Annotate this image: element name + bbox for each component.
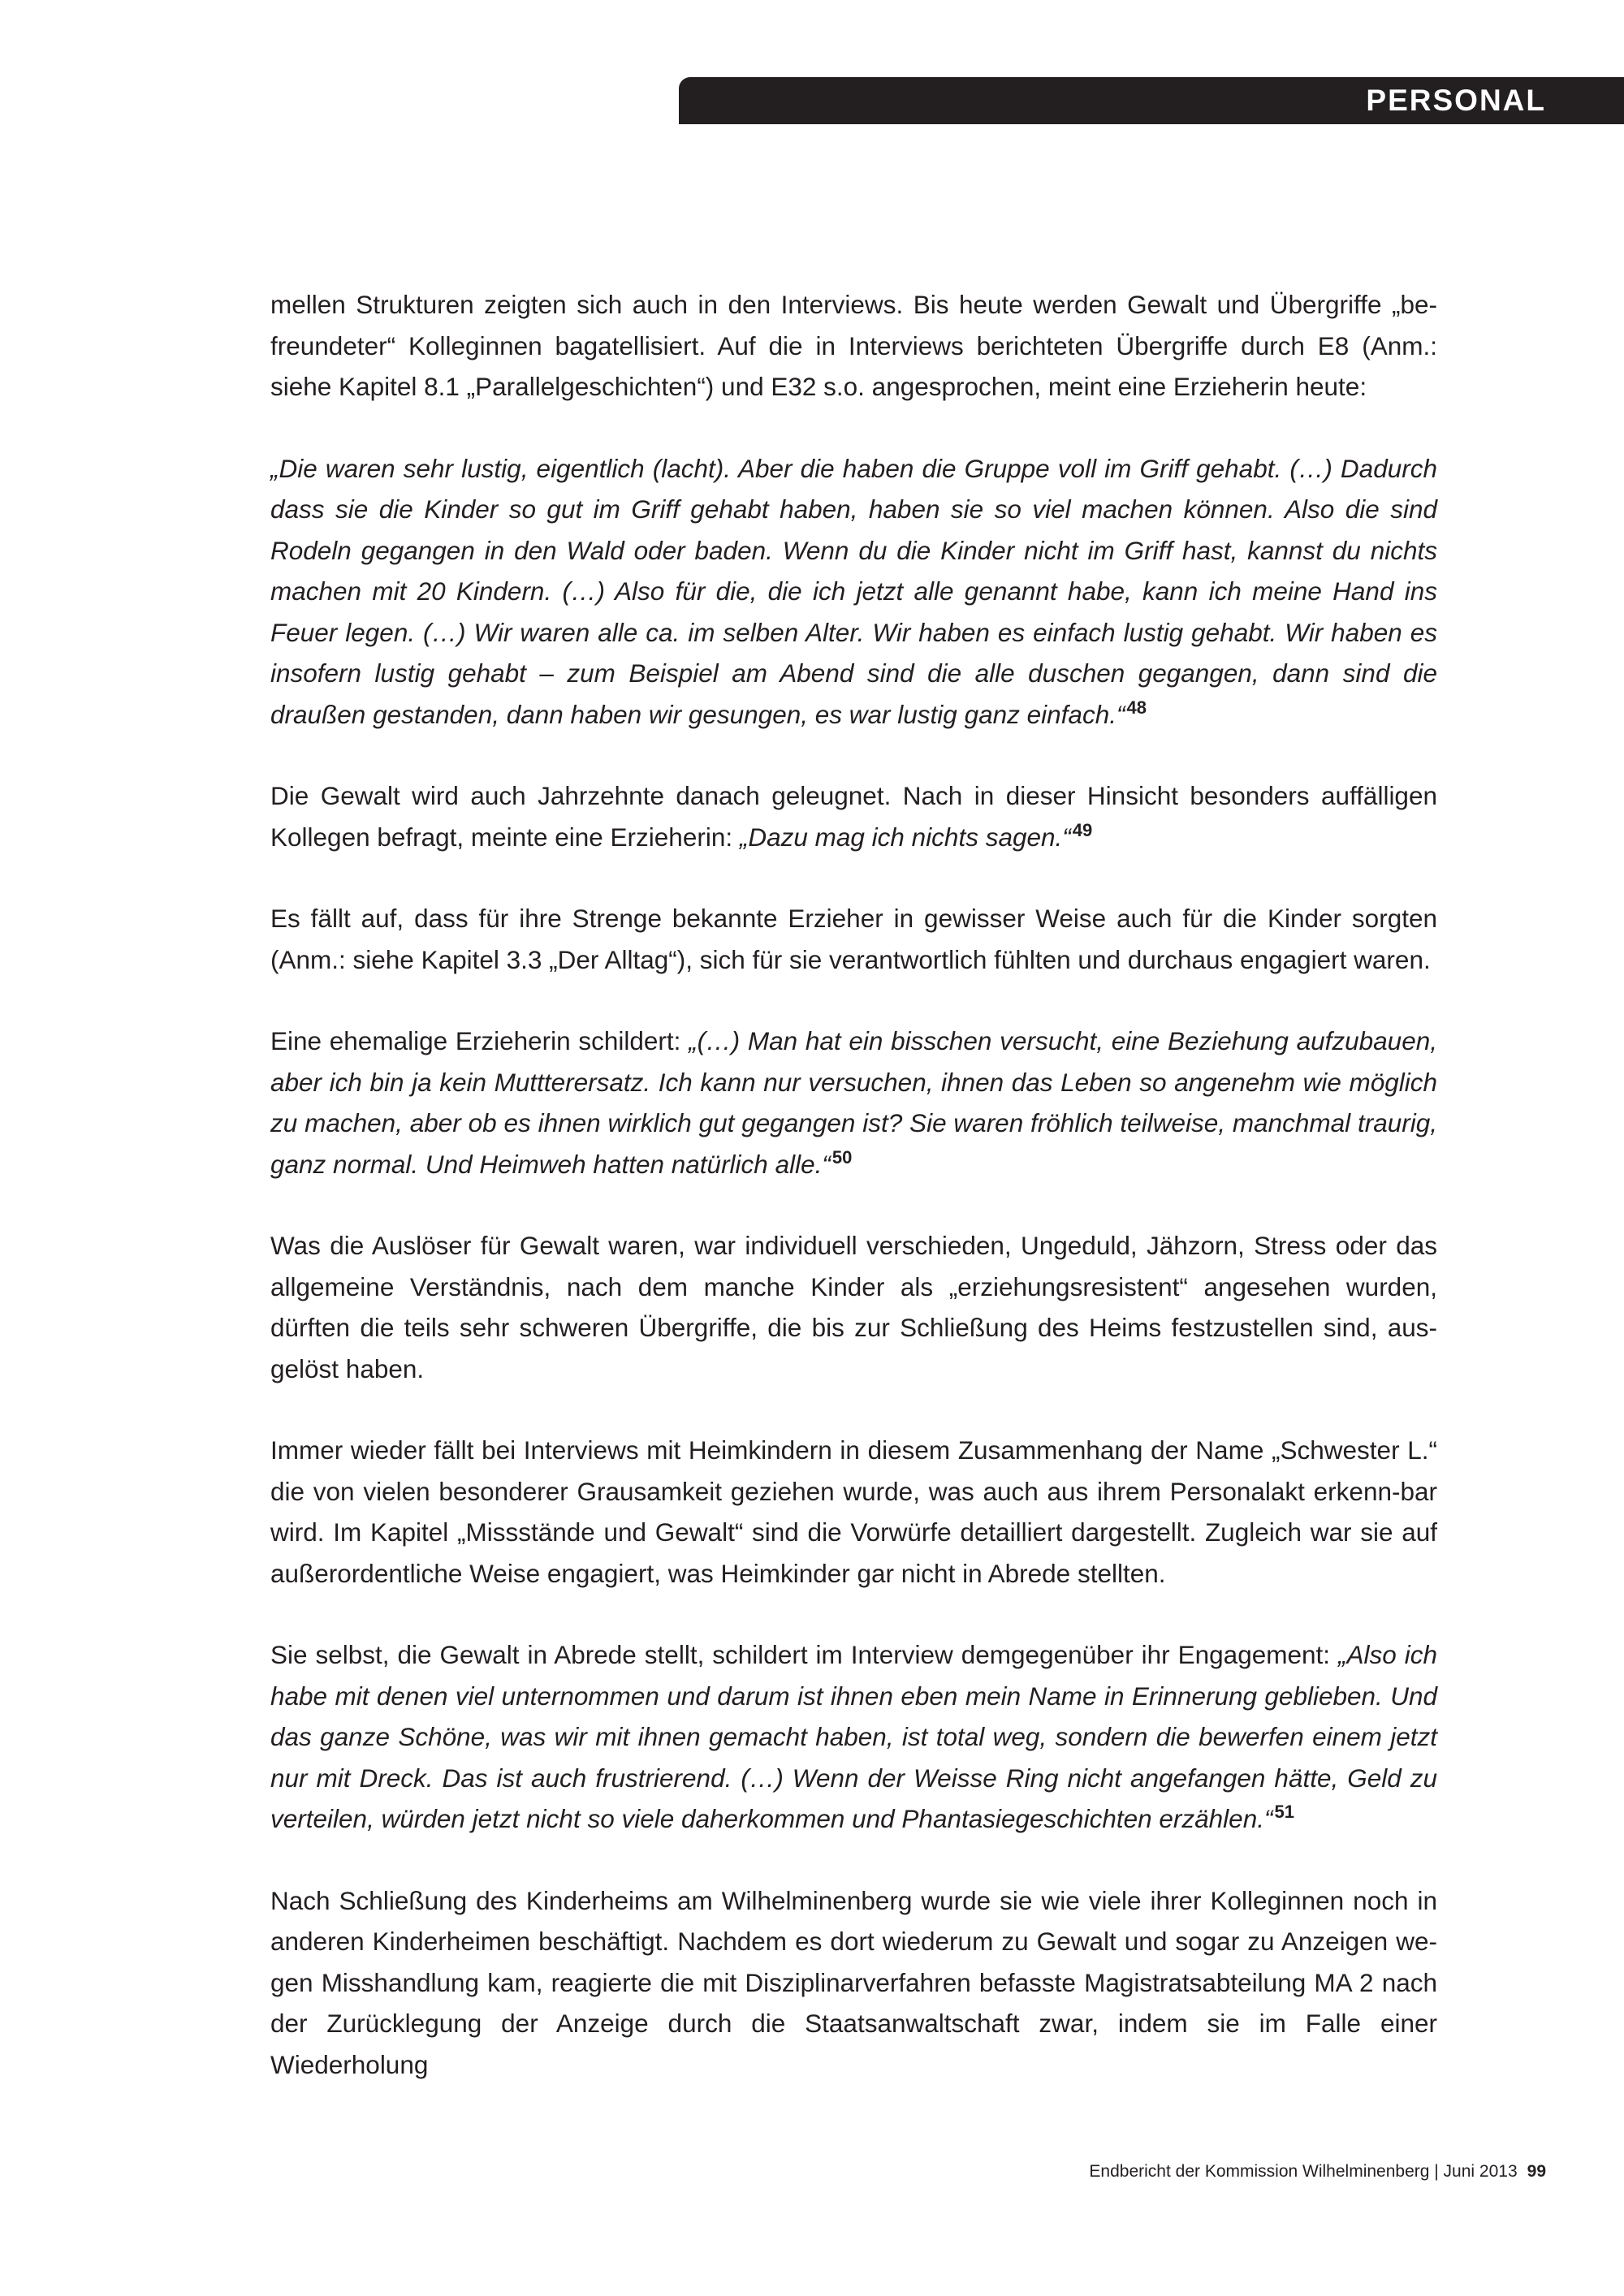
page-number: 99 [1527,2162,1546,2181]
inline-quote: „Also ich habe mit denen viel unternommen und darum ist ihnen eben mein Name in Erinnerung geblieben. Und das ganze Schöne, was wir mit ihnen gemacht haben, ist total weg, sondern die bewerfen einem jetzt nur mit Dreck. Das ist auch frustrierend. (…) Wenn der Weisse Ring nicht angefangen hätte, Geld zu verteilen, würden jetzt nicht so viele daherkommen und Phantasiegeschichten erzählen.“ [270,1640,1437,1833]
paragraph-text: Sie selbst, die Gewalt in Abrede stellt, schildert im Interview demgegenüber ihr Engagement: [270,1640,1338,1669]
main-text [270,284,1437,2085]
footnote-marker: 51 [1274,1802,1294,1822]
inline-quote: „(…) Man hat ein bisschen versucht, eine Beziehung aufzubauen, aber ich bin ja kein Muttterersatz. Ich kann nur versuchen, ihnen das Leben so angenehm wie möglich zu machen, aber ob es ihnen wirklich gut gegangen ist? Sie waren fröhlich teilweise, manchmal traurig, ganz normal. Und Heimweh hatten natürlich alle.“ [270,1026,1437,1179]
inline-quote: „Dazu mag ich nichts sagen.“ [739,822,1071,852]
quote-text: „Die waren sehr lustig, eigentlich (lacht). Aber die haben die Gruppe voll im Griff gehabt. (…) Dadurch dass sie die Kinder so gut im Griff gehabt haben, haben sie so viel machen können. Also die sind Rodeln gegangen in den Wald oder baden. Wenn du die Kinder nicht im Griff hast, kannst du nichts machen mit 20 Kindern. (…) Also für die, die ich jetzt alle genannt habe, kann ich meine Hand ins Feuer legen. (…) Wir waren alle ca. im selben Alter. Wir haben es einfach lustig gehabt. Wir haben es insofern lustig gehabt – zum Beispiel am Abend sind die alle duschen gegangen, dann sind die draußen gestanden, dann haben wir gesungen, es war lustig ganz einfach.“ [270,453,1437,729]
paragraph [270,1634,1437,1840]
paragraph-text: Die Gewalt wird auch Jahrzehnte danach geleugnet. Nach in dieser Hinsicht besonders auffälligen Kollegen befragt, meinte eine Erzieherin: [270,781,1437,852]
quote-paragraph [270,448,1437,736]
footnote-marker: 48 [1126,697,1147,718]
paragraph [270,898,1437,980]
publication-title: Endbericht der Kommission Wilhelminenberg | Juni 2013 [1089,2162,1518,2181]
paragraph-text: Eine ehemalige Erzieherin schildert: [270,1026,689,1055]
paragraph [270,284,1437,408]
paragraph-text: Was die Auslöser für Gewalt waren, war individuell verschieden, Ungeduld, Jähzorn, Stress oder das allgemeine Verständnis, nach dem manche Kinder als „erziehungsresistent“ angesehen wurden, dürften die teils sehr schweren Übergriffe, die bis zur Schließung des Heims festzustellen sind, aus-gelöst haben. [270,1231,1437,1383]
page-footer [1089,2160,1546,2184]
section-title: PERSONAL [1366,84,1546,117]
paragraph-text: Immer wieder fällt bei Interviews mit Heimkindern in diesem Zusammenhang der Name „Schwester L.“ die von vielen besonderer Grausamkeit geziehen wurde, was auch aus ihrem Personalakt erkenn-bar wird. Im Kapitel „Missstände und Gewalt“ sind die Vorwürfe detailliert dargestellt. Zugleich war sie auf außerordentliche Weise engagiert, was Heimkinder gar nicht in Abrede stellten. [270,1435,1437,1588]
paragraph [270,1430,1437,1594]
paragraph [270,1225,1437,1389]
paragraph-text: Nach Schließung des Kinderheims am Wilhelminenberg wurde sie wie viele ihrer Kolleginnen noch in anderen Kinderheimen beschäftigt. Nachdem es dort wiederum zu Gewalt und sogar zu Anzeigen we-gen Misshandlung kam, reagierte die mit Disziplinarverfahren befasste Magistratsabteilung MA 2 nach der Zurücklegung der Anzeige durch die Staatsanwaltschaft zwar, indem sie im Falle einer Wiederholung [270,1885,1437,2079]
paragraph [270,1021,1437,1185]
paragraph-text: mellen Strukturen zeigten sich auch in den Interviews. Bis heute werden Gewalt und Übergriffe „be-freundeter“ Kolleginnen bagatellisiert. Auf die in Interviews berichteten Übergriffe durch E8 (Anm.: siehe Kapitel 8.1 „Parallelgeschichten“) und E32 s.o. angesprochen, meint eine Erzieherin heute: [270,290,1437,401]
paragraph [270,1880,1437,2086]
paragraph [270,775,1437,857]
footnote-marker: 49 [1072,819,1093,840]
section-header-bar [679,77,1624,124]
footnote-marker: 50 [831,1146,853,1167]
paragraph-text: Es fällt auf, dass für ihre Strenge bekannte Erzieher in gewisser Weise auch für die Kinder sorgten (Anm.: siehe Kapitel 3.3 „Der Alltag“), sich für sie verantwortlich fühlten und durchaus engagiert waren. [270,904,1437,974]
